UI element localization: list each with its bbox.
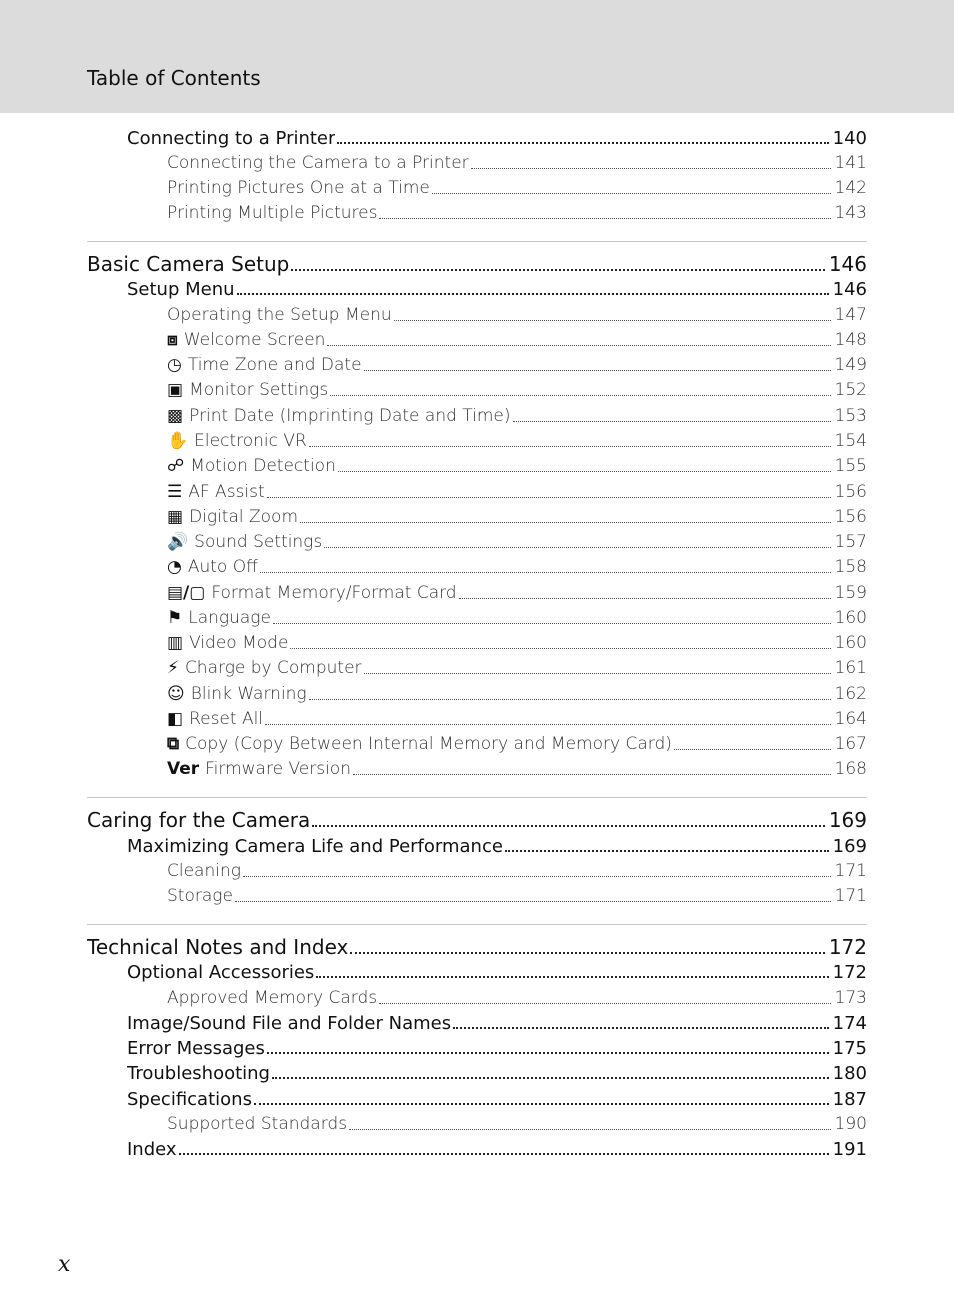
- toc-page-number: 168: [834, 759, 867, 779]
- page-header-title: Table of Contents: [87, 66, 261, 90]
- toc-entry-basic-camera-setup[interactable]: [87, 252, 867, 276]
- dot-leader: [272, 1077, 829, 1079]
- dot-leader: [330, 395, 830, 396]
- language-icon: ⚑: [167, 608, 183, 628]
- toc-label: Language: [188, 608, 271, 628]
- toc-page-number: 149: [834, 355, 867, 375]
- dot-leader: [513, 421, 831, 422]
- dot-leader: [267, 497, 831, 498]
- toc-entry-caring-for-camera[interactable]: [87, 808, 867, 832]
- toc-page-number: 164: [834, 709, 867, 729]
- video-icon: ▥: [167, 633, 184, 653]
- dot-leader: [394, 320, 831, 321]
- toc-entry-maximizing-camera-life[interactable]: [127, 836, 867, 857]
- dot-leader: [364, 673, 831, 674]
- toc-page-number: 171: [834, 886, 867, 906]
- toc-page-number: 162: [834, 684, 867, 704]
- dot-leader: [265, 724, 831, 725]
- toc-label: Approved Memory Cards: [167, 988, 378, 1008]
- clock-icon: ◷: [167, 355, 182, 375]
- toc-entry-copy[interactable]: [167, 734, 867, 754]
- toc-label: Troubleshooting: [127, 1063, 270, 1084]
- toc-page-number: 157: [834, 532, 867, 552]
- toc-entry-auto-off[interactable]: [167, 557, 867, 577]
- dot-leader: [505, 850, 829, 852]
- toc-page-number: 146: [832, 279, 867, 300]
- dot-leader: [291, 269, 824, 271]
- dot-leader: [338, 471, 831, 472]
- dot-leader: [674, 749, 831, 750]
- welcome-screen-icon: ⧈: [167, 330, 178, 350]
- toc-page-number: 173: [834, 988, 867, 1008]
- toc-page-number: 141: [834, 153, 867, 173]
- toc-label: Index: [127, 1139, 177, 1160]
- toc-label: Technical Notes and Index: [87, 935, 349, 959]
- dot-leader: [243, 876, 831, 877]
- toc-label: Connecting to a Printer: [127, 128, 336, 149]
- toc-label: Printing Multiple Pictures: [167, 203, 378, 223]
- dot-leader: [349, 1129, 830, 1130]
- toc-label: Monitor Settings: [189, 380, 329, 400]
- toc-page-number: 142: [834, 178, 867, 198]
- toc-entry-setup-menu[interactable]: [127, 279, 867, 300]
- toc-entry-electronic-vr[interactable]: [167, 431, 867, 451]
- dot-leader: [309, 699, 831, 700]
- toc-entry-motion-detection[interactable]: [167, 456, 867, 476]
- toc-page-number: 161: [834, 658, 867, 678]
- toc-entry-approved-memory-cards[interactable]: [167, 988, 867, 1008]
- toc-label: Charge by Computer: [184, 658, 362, 678]
- toc-label: Basic Camera Setup: [87, 252, 290, 276]
- toc-entry-operating-setup-menu[interactable]: [167, 305, 867, 325]
- toc-page-number: 175: [832, 1038, 867, 1059]
- dot-leader: [273, 623, 831, 624]
- toc-page-number: 187: [832, 1089, 867, 1110]
- toc-entry-video-mode[interactable]: [167, 633, 867, 653]
- toc-label: Format Memory/Format Card: [211, 583, 457, 603]
- toc-label: Reset All: [189, 709, 264, 729]
- toc-entry-troubleshooting[interactable]: [127, 1063, 867, 1084]
- toc-page-number: 143: [834, 203, 867, 223]
- toc-page-number: 160: [834, 633, 867, 653]
- dot-leader: [235, 901, 831, 902]
- dot-leader: [309, 446, 831, 447]
- blink-warning-icon: ☺: [167, 684, 185, 704]
- dot-leader: [471, 168, 831, 169]
- dot-leader: [459, 598, 831, 599]
- toc-entry-storage[interactable]: [167, 886, 867, 906]
- toc-page-number: 155: [834, 456, 867, 476]
- toc-label: Storage: [167, 886, 233, 906]
- toc-entry-monitor-settings[interactable]: [167, 380, 867, 400]
- speaker-icon: 🔊: [167, 532, 189, 552]
- toc-entry-connecting-camera[interactable]: [167, 153, 867, 173]
- auto-off-icon: ◔: [167, 557, 182, 577]
- toc-label: Print Date (Imprinting Date and Time): [189, 406, 511, 426]
- toc-label: Printing Pictures One at a Time: [167, 178, 430, 198]
- section-divider: [87, 924, 867, 925]
- toc-page-number: 160: [834, 608, 867, 628]
- toc-label: Supported Standards: [167, 1114, 348, 1134]
- toc-page-number: 158: [834, 557, 867, 577]
- reset-icon: ◧: [167, 709, 184, 729]
- dot-leader: [379, 1003, 830, 1004]
- monitor-icon: ▣: [167, 380, 184, 400]
- toc-entry-connecting-to-a-printer[interactable]: [127, 128, 867, 149]
- toc-label: Sound Settings: [194, 532, 323, 552]
- toc-page-number: 191: [832, 1139, 867, 1160]
- toc-label: Video Mode: [189, 633, 289, 653]
- toc-page-number: 148: [834, 330, 867, 350]
- toc-label: Digital Zoom: [189, 507, 299, 527]
- format-memory-card-icon: ▤/▢: [167, 583, 206, 603]
- toc-entry-supported-standards[interactable]: [167, 1114, 867, 1134]
- toc-page-number: 147: [834, 305, 867, 325]
- dot-leader: [267, 1052, 829, 1054]
- dot-leader: [312, 825, 825, 827]
- toc-label: Cleaning: [167, 861, 241, 881]
- dot-leader: [300, 522, 831, 523]
- dot-leader: [432, 193, 831, 194]
- toc-entry-sound-settings[interactable]: [167, 532, 867, 552]
- toc-entry-language[interactable]: [167, 608, 867, 628]
- toc-label: Copy (Copy Between Internal Memory and Memory Card): [185, 734, 672, 754]
- toc-page-number: 174: [832, 1013, 867, 1034]
- dot-leader: [353, 774, 831, 775]
- dot-leader: [324, 547, 830, 548]
- dot-leader: [327, 345, 830, 346]
- dot-leader: [364, 370, 831, 371]
- af-assist-icon: ☰: [167, 482, 183, 502]
- toc-page-number: 152: [834, 380, 867, 400]
- toc-page-number: 169: [832, 836, 867, 857]
- toc-entry-error-messages[interactable]: [127, 1038, 867, 1059]
- toc-entry-digital-zoom[interactable]: [167, 507, 867, 527]
- header-band: [0, 0, 954, 113]
- dot-leader: [350, 952, 824, 954]
- toc-label: Caring for the Camera: [87, 808, 311, 832]
- toc-label: Time Zone and Date: [187, 355, 362, 375]
- toc-entry-index[interactable]: [127, 1139, 867, 1160]
- toc-entry-optional-accessories[interactable]: [127, 962, 867, 983]
- dot-leader: [254, 1103, 829, 1105]
- toc-label: Connecting the Camera to a Printer: [167, 153, 469, 173]
- toc-label: Optional Accessories: [127, 962, 315, 983]
- toc-page-number: 172: [832, 962, 867, 983]
- toc-label: Operating the Setup Menu: [167, 305, 392, 325]
- section-divider: [87, 797, 867, 798]
- toc-label: Welcome Screen: [183, 330, 326, 350]
- toc-label: Maximizing Camera Life and Performance: [127, 836, 503, 857]
- dot-leader: [237, 293, 829, 295]
- toc-label: Firmware Version: [205, 759, 351, 779]
- firmware-version-icon: Ver: [167, 759, 200, 779]
- toc-page-number: 167: [834, 734, 867, 754]
- dot-leader: [379, 218, 830, 219]
- toc-label: Blink Warning: [190, 684, 307, 704]
- dot-leader: [179, 1153, 829, 1155]
- date-icon: ▩: [167, 406, 184, 426]
- motion-detection-icon: ☍: [167, 456, 185, 476]
- dot-leader: [316, 976, 828, 978]
- toc-entry-welcome-screen[interactable]: [167, 330, 867, 350]
- toc-page-number: 180: [832, 1063, 867, 1084]
- page-number: x: [58, 1252, 71, 1277]
- toc-page-number: 172: [828, 935, 867, 959]
- vibration-reduction-icon: ✋: [167, 431, 189, 451]
- dot-leader: [453, 1027, 829, 1029]
- digital-zoom-icon: ▦: [167, 507, 184, 527]
- toc-label: Image/Sound File and Folder Names: [127, 1013, 452, 1034]
- toc-page-number: 154: [834, 431, 867, 451]
- toc-page-number: 190: [834, 1114, 867, 1134]
- toc-label: Setup Menu: [127, 279, 235, 300]
- toc-entry-specifications[interactable]: [127, 1089, 867, 1110]
- toc-label: Specifications: [127, 1089, 252, 1110]
- charge-icon: ⚡: [167, 658, 179, 678]
- toc-page-number: 159: [834, 583, 867, 603]
- toc-page-number: 153: [834, 406, 867, 426]
- dot-leader: [260, 572, 831, 573]
- toc-label: Motion Detection: [190, 456, 336, 476]
- dot-leader: [337, 142, 828, 144]
- toc-label: Error Messages: [127, 1038, 265, 1059]
- toc-entry-cleaning[interactable]: [167, 861, 867, 881]
- toc-page-number: 171: [834, 861, 867, 881]
- section-divider: [87, 241, 867, 242]
- dot-leader: [290, 648, 830, 649]
- toc-entry-file-folder-names[interactable]: [127, 1013, 867, 1034]
- toc-entry-print-date[interactable]: [167, 406, 867, 426]
- toc-entry-time-zone[interactable]: [167, 355, 867, 375]
- toc-entry-technical-notes[interactable]: [87, 935, 867, 959]
- toc-entry-firmware-version[interactable]: [167, 759, 867, 779]
- toc-entry-printing-multiple[interactable]: [167, 203, 867, 223]
- toc-entry-af-assist[interactable]: [167, 482, 867, 502]
- toc-page-number: 140: [832, 128, 867, 149]
- toc-page-number: 169: [828, 808, 867, 832]
- toc-label: AF Assist: [188, 482, 265, 502]
- toc-entry-blink-warning[interactable]: [167, 684, 867, 704]
- toc-label: Electronic VR: [194, 431, 307, 451]
- toc-entry-printing-one-at-a-time[interactable]: [167, 178, 867, 198]
- toc-page-number: 146: [828, 252, 867, 276]
- copy-icon: ⧉: [167, 734, 180, 754]
- toc-page-number: 156: [834, 482, 867, 502]
- toc-label: Auto Off: [187, 557, 258, 577]
- toc-entry-charge-by-computer[interactable]: [167, 658, 867, 678]
- toc-entry-format-memory[interactable]: [167, 583, 867, 603]
- toc-page-number: 156: [834, 507, 867, 527]
- toc-entry-reset-all[interactable]: [167, 709, 867, 729]
